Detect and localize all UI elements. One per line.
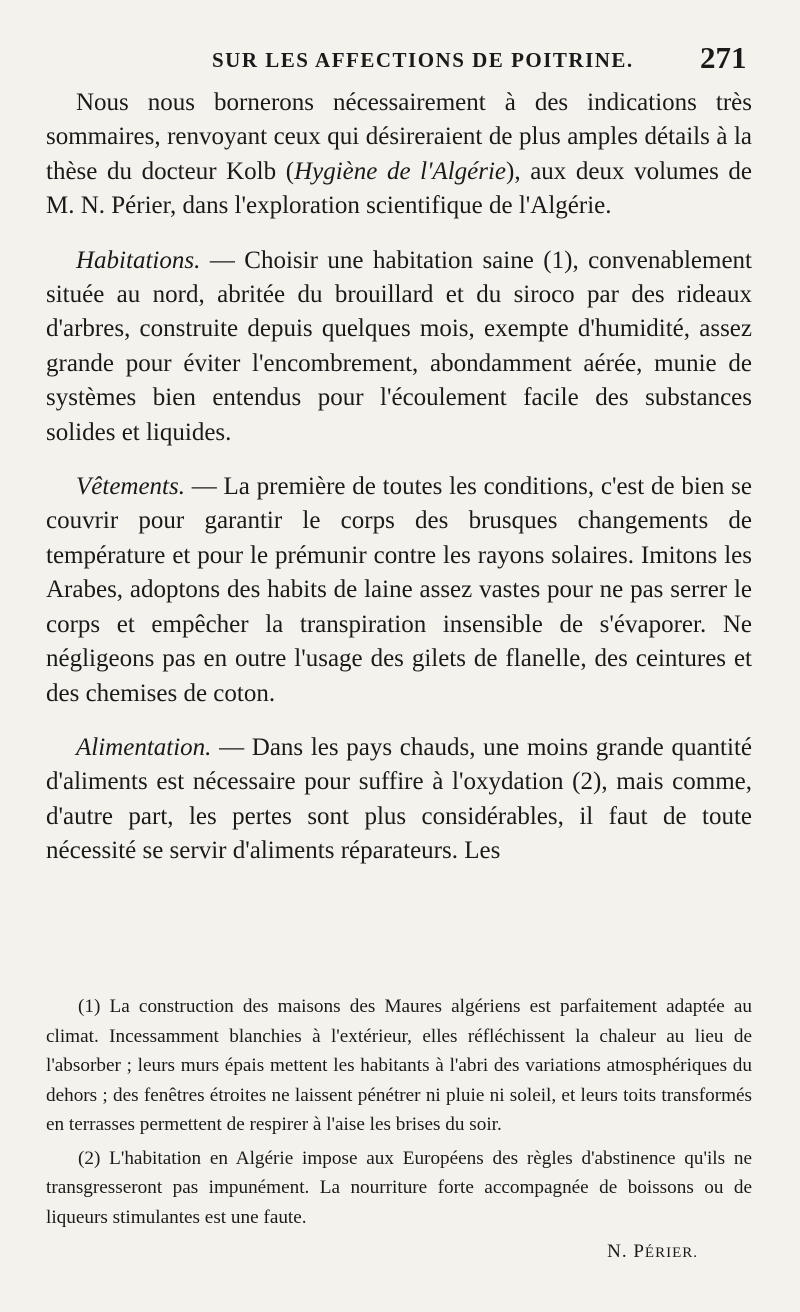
alimentation-text: — Dans les pays chauds, une moins grande quantité d'aliments est nécessaire pour suffire à l'oxydation (2), mais comme, d'autre part, les pertes sont plus considérables, il faut de toute nécessité se servir d'aliments réparateurs. Les [46,733,752,865]
vetements-heading: Vêtements. [76,473,185,501]
habitations-paragraph [46,244,752,450]
main-text [46,86,752,869]
vetements-text: — La première de toutes les conditions, c'est de bien se couvrir pour garantir le corps des brusques changements de température et pour le prémunir contre les rayons solaires. Imitons les Arabes, adoptons des habits de laine assez vastes pour ne pas serrer le corps et empêcher la transpiration insensible de s'évaporer. Ne négligeons pas en outre l'usage des gilets de flanelle, des ceintures et des chemises de coton. [46,473,752,707]
running-head [0,38,800,78]
footnotes [46,992,752,1269]
running-title: SUR LES AFFECTIONS DE POITRINE. [212,48,634,72]
footnote-signature [46,1237,752,1269]
footnote-2: (2) L'habitation en Algérie impose aux Européens des règles d'abstinence qu'ils ne transgresseront pas impunément. La nourriture forte accompagnée de boissons ou de liqueurs stimulantes est une faute. [46,1147,752,1228]
intro-paragraph [46,86,752,224]
vetements-paragraph [46,470,752,711]
alimentation-heading: Alimentation. [76,733,212,761]
signature-surname: ÉRIER. [644,1245,698,1261]
page-number: 271 [700,40,747,75]
intro-text-b: ), aux deux volumes de M. N. Périer, dans l'exploration scientifique de l'Algérie. [46,157,753,220]
habitations-heading: Habitations. [76,246,201,274]
habitations-text: — Choisir une habitation saine (1), convenablement située au nord, abritée du brouillard et du siroco par des rideaux d'arbres, construite depuis quelques mois, exempte d'humidité, assez grande pour éviter l'encombrement, abondamment aérée, munie de systèmes bien entendus pour l'écoulement facile des substances solides et liquides. [46,246,752,446]
signature-initial: N. P [607,1241,645,1262]
intro-text-a: Nous nous bornerons nécessairement à des indications très sommaires, renvoyant ceux qui désireraient de plus amples détails à la thèse du docteur Kolb ( [46,89,752,185]
footnote-1: (1) La construction des maisons des Maures algériens est parfaitement adaptée au climat. Incessamment blanchies à l'extérieur, elles réfléchissent la chaleur au lieu de l'absorber ; leurs murs épais mettent les habitants à l'abri des variations atmosphériques du dehors ; des fenêtres étroites ne laissent pénétrer ni pluie ni soleil, et leurs toits transformés en terrasses permettent de respirer à l'aise les brises du soir. [46,996,752,1135]
intro-reference-title: Hygiène de l'Algérie [294,157,507,185]
alimentation-paragraph [46,731,752,869]
